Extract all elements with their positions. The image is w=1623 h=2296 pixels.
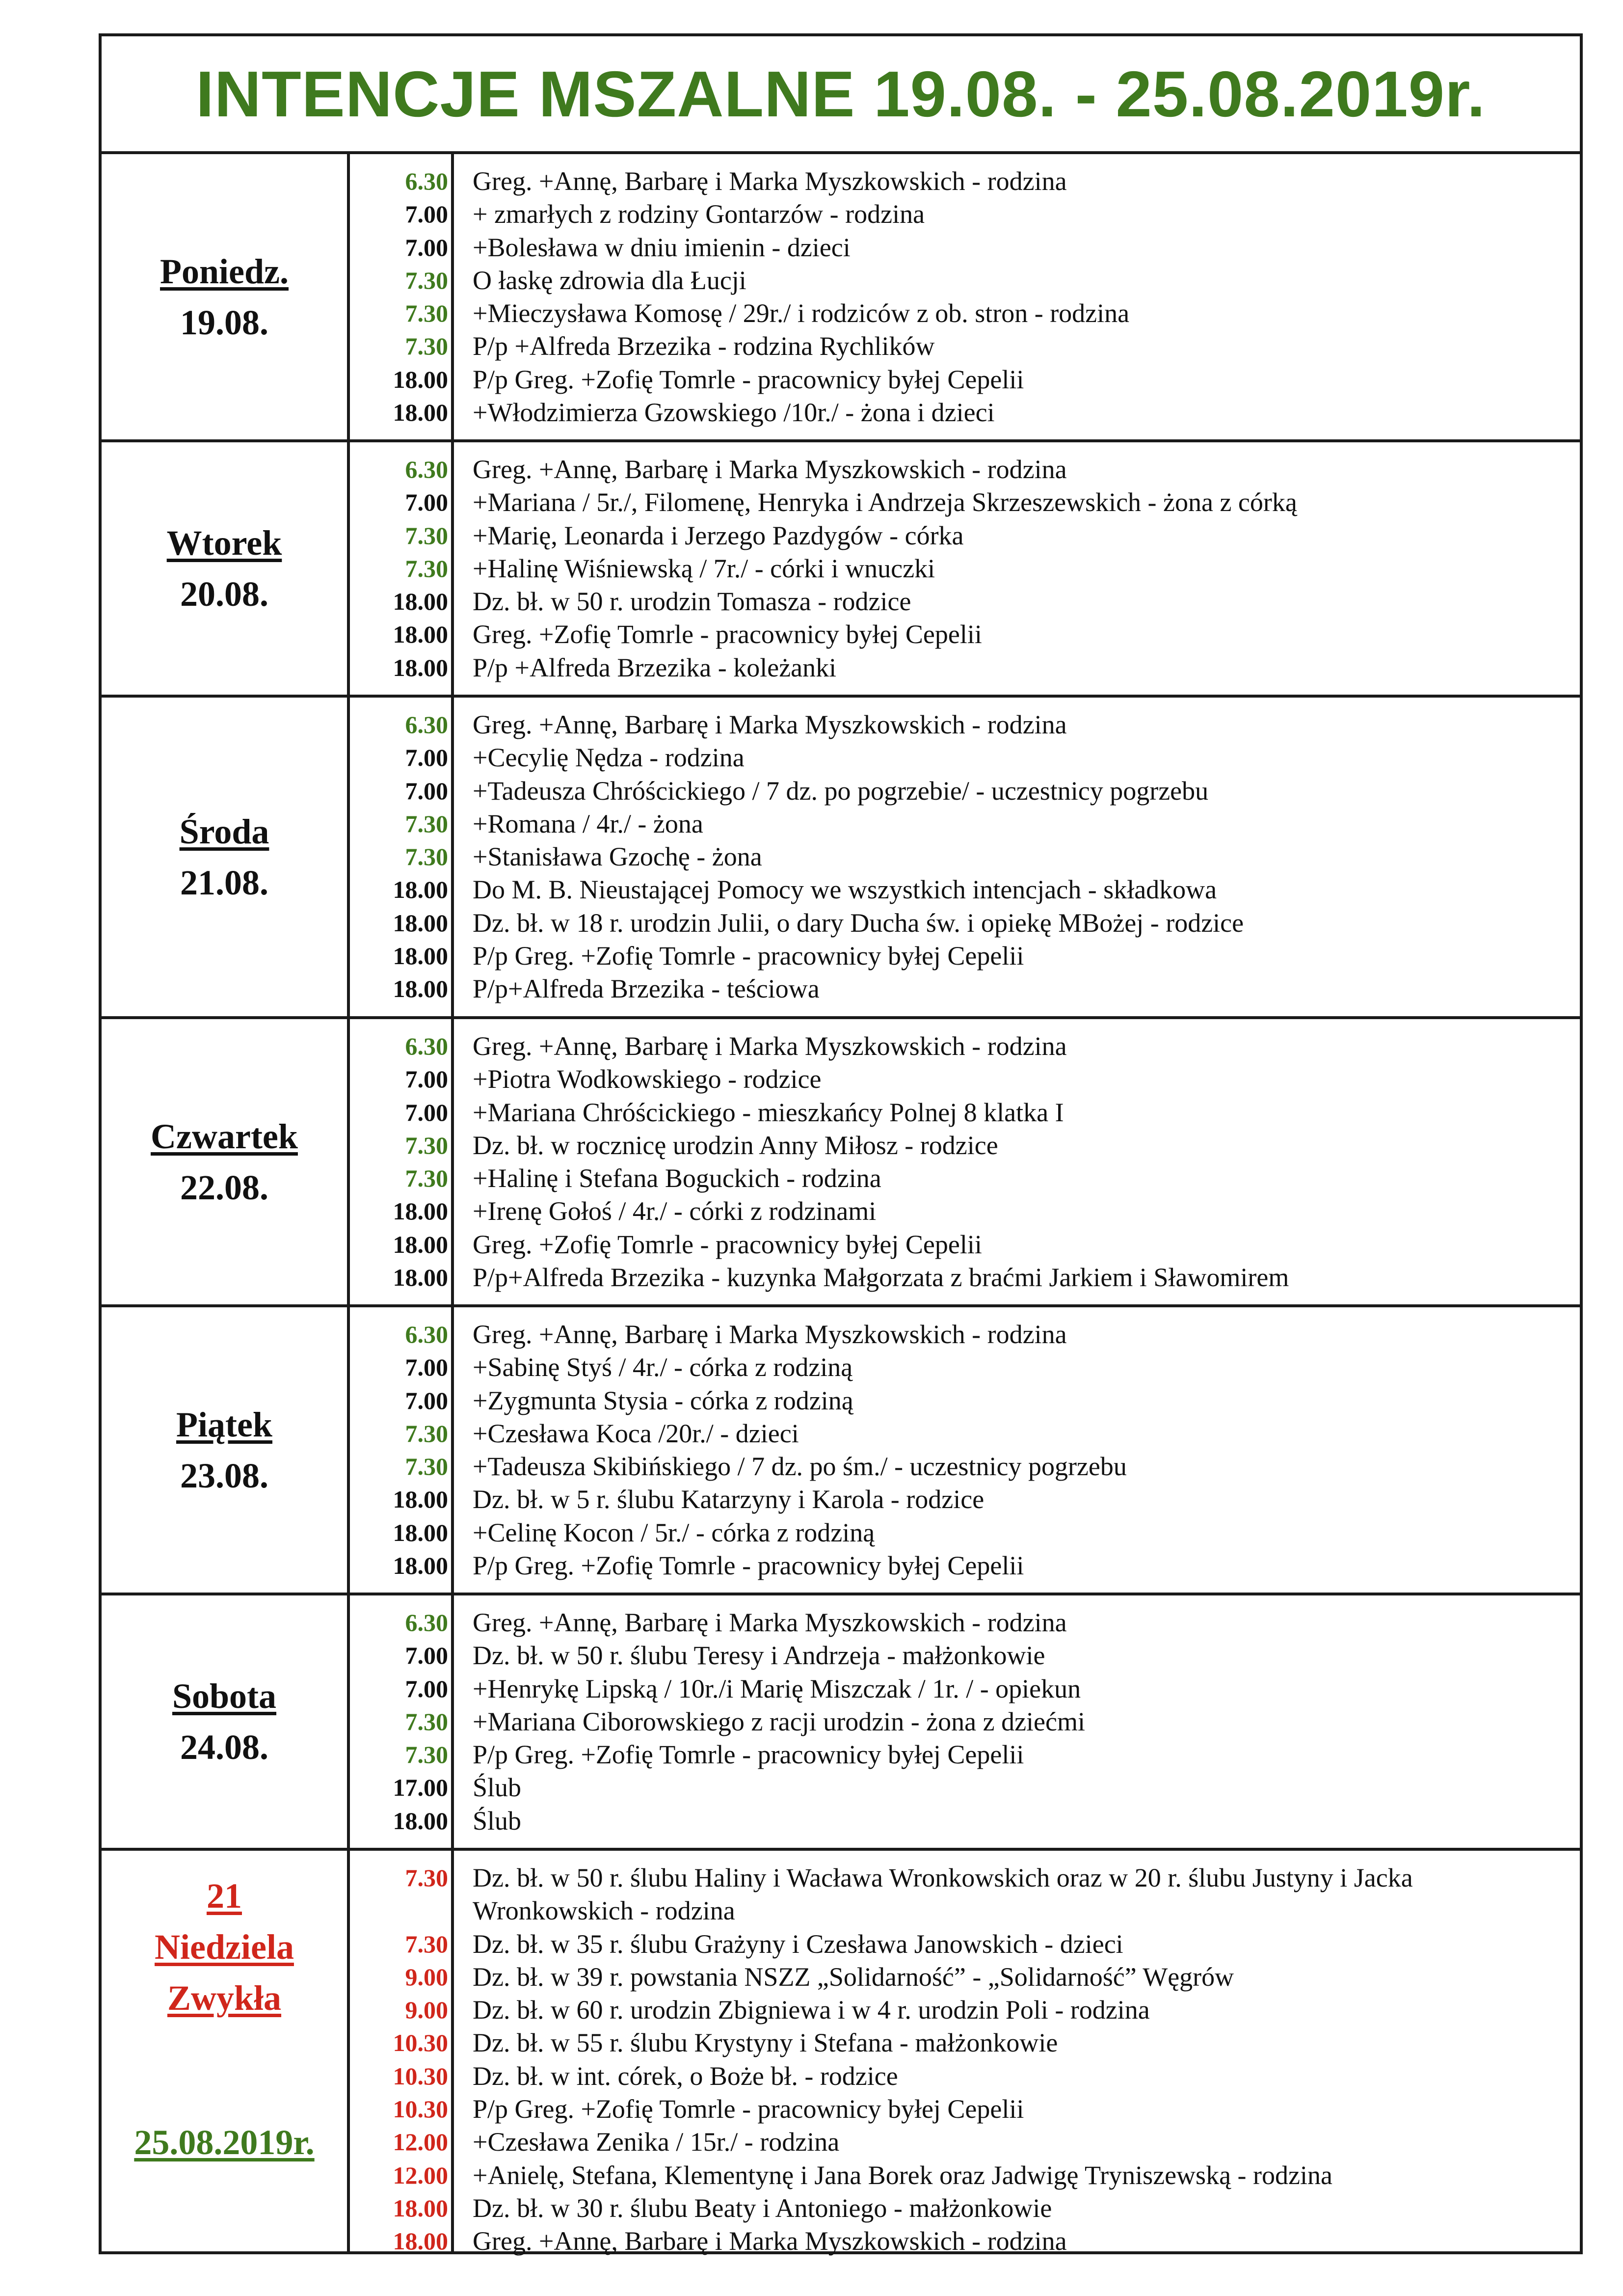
- mass-time: 7.30: [405, 1419, 448, 1447]
- day-label: [102, 1595, 347, 1848]
- mass-time: 7.30: [405, 1453, 448, 1481]
- time-column: [350, 453, 451, 684]
- mass-intention: Dz. bł. w 30 r. ślubu Beaty i Antoniego - małżonkowie: [473, 2193, 1052, 2223]
- sunday-label: [102, 1851, 347, 2254]
- intention-column: [473, 1318, 1570, 1582]
- mass-time: 9.00: [405, 1996, 448, 2024]
- mass-intention: Dz. bł. w 50 r. urodzin Tomasza - rodzice: [473, 587, 911, 617]
- sunday-date: 25.08.2019r.: [134, 2123, 315, 2162]
- mass-time: 7.00: [405, 488, 448, 516]
- mass-intention: +Irenę Gołoś / 4r./ - córki z rodzinami: [473, 1196, 877, 1226]
- mass-time: 10.30: [393, 2062, 448, 2090]
- time-column: [350, 165, 451, 429]
- mass-intention: P/p Greg. +Zofię Tomrle - pracownicy byłej Cepelii: [473, 1551, 1024, 1581]
- mass-intention: +Cecylię Nędza - rodzina: [473, 743, 745, 773]
- mass-intention: +Anielę, Stefana, Klementynę i Jana Borek oraz Jadwigę Tryniszewską - rodzina: [473, 2160, 1332, 2190]
- mass-intention: Dz. bł. w 55 r. ślubu Krystyny i Stefana - małżonkowie: [473, 2028, 1058, 2058]
- day-name: Środa: [179, 811, 269, 851]
- day-name: Wtorek: [166, 523, 282, 563]
- day-date: 22.08.: [180, 1167, 268, 1207]
- mass-time: 17.00: [393, 1774, 448, 1802]
- mass-time: 10.30: [393, 2095, 448, 2123]
- mass-intention: +Tadeusza Chróścickiego / 7 dz. po pogrzebie/ - uczestnicy pogrzebu: [473, 776, 1209, 806]
- mass-intention: +Włodzimierza Gzowskiego /10r./ - żona i dzieci: [473, 398, 995, 428]
- mass-time: 7.00: [405, 1098, 448, 1126]
- mass-time: 10.30: [393, 2029, 448, 2057]
- mass-time: 18.00: [393, 1197, 448, 1225]
- mass-intention: Dz. bł. w 5 r. ślubu Katarzyny i Karola - rodzice: [473, 1485, 984, 1514]
- mass-time: 18.00: [393, 1807, 448, 1835]
- mass-time: 7.30: [405, 266, 448, 294]
- mass-intention: Dz. bł. w 18 r. urodzin Julii, o dary Ducha św. i opiekę MBożej - rodzice: [473, 908, 1244, 938]
- time-column: [350, 1030, 451, 1294]
- mass-time: 18.00: [393, 942, 448, 970]
- mass-intention: +Celinę Kocon / 5r./ - córka z rodziną: [473, 1517, 875, 1547]
- mass-intention: +Henrykę Lipską / 10r./i Marię Miszczak / 1r. / - opiekun: [473, 1674, 1081, 1703]
- mass-intention: + zmarłych z rodziny Gontarzów - rodzina: [473, 199, 925, 229]
- mass-intention: +Stanisława Gzochę - żona: [473, 842, 762, 872]
- day-label: [102, 442, 347, 695]
- mass-time: 7.30: [405, 299, 448, 327]
- mass-time: 7.30: [405, 1741, 448, 1769]
- day-label: [102, 1019, 347, 1304]
- mass-time: 12.00: [393, 2161, 448, 2189]
- mass-intention: +Halinę i Stefana Boguckich - rodzina: [473, 1163, 881, 1193]
- mass-intention: Dz. bł. w int. córek, o Boże bł. - rodzice: [473, 2061, 898, 2091]
- mass-intention: P/p Greg. +Zofię Tomrle - pracownicy byłej Cepelii: [473, 1740, 1024, 1770]
- mass-intention: P/p Greg. +Zofię Tomrle - pracownicy byłej Cepelii: [473, 941, 1024, 971]
- sunday-name-line1: Niedziela: [155, 1927, 294, 1967]
- mass-time: 7.00: [405, 1386, 448, 1414]
- mass-time: 18.00: [393, 1552, 448, 1580]
- mass-intention: Dz. bł. w 50 r. ślubu Teresy i Andrzeja - małżonkowie: [473, 1641, 1045, 1671]
- mass-time: 7.00: [405, 1675, 448, 1702]
- day-row: [102, 154, 1580, 442]
- mass-intention: P/p+Alfreda Brzezika - kuzynka Małgorzata z braćmi Jarkiem i Sławomirem: [473, 1263, 1289, 1293]
- sunday-row: [102, 1851, 1580, 2254]
- day-date: 24.08.: [180, 1728, 268, 1767]
- mass-time: 9.00: [405, 1963, 448, 1991]
- mass-intention: +Mieczysława Komosę / 29r./ i rodziców z ob. stron - rodzina: [473, 298, 1130, 328]
- mass-time: 7.00: [405, 1642, 448, 1670]
- mass-time: 7.30: [405, 843, 448, 871]
- mass-time: 18.00: [393, 399, 448, 427]
- mass-time: 7.00: [405, 1353, 448, 1381]
- mass-intention: Greg. +Annę, Barbarę i Marka Myszkowskich - rodzina: [473, 166, 1067, 196]
- intention-column: [473, 708, 1570, 1006]
- mass-intention: Dz. bł. w 39 r. powstania NSZZ „Solidarność” - „Solidarność” Węgrów: [473, 1962, 1234, 1992]
- mass-time: 7.00: [405, 200, 448, 228]
- day-date: 19.08.: [180, 302, 268, 342]
- mass-intention: P/p +Alfreda Brzezika - koleżanki: [473, 652, 837, 682]
- day-row: [102, 1595, 1580, 1851]
- mass-time: 7.30: [405, 1707, 448, 1735]
- mass-intention: P/p +Alfreda Brzezika - rodzina Rychlików: [473, 331, 935, 361]
- mass-time: 18.00: [393, 653, 448, 681]
- day-name: Czwartek: [151, 1116, 298, 1156]
- mass-time: 18.00: [393, 1230, 448, 1258]
- schedule-sheet: [99, 33, 1583, 2254]
- mass-intention: Greg. +Annę, Barbarę i Marka Myszkowskich - rodzina: [473, 1031, 1067, 1061]
- mass-time: 18.00: [393, 1518, 448, 1546]
- mass-intention: +Tadeusza Skibińskiego / 7 dz. po śm./ - uczestnicy pogrzebu: [473, 1452, 1127, 1482]
- mass-intention: P/p Greg. +Zofię Tomrle - pracownicy byłej Cepelii: [473, 2094, 1024, 2124]
- mass-intention: +Marię, Leonarda i Jerzego Pazdygów - córka: [473, 520, 964, 550]
- day-name: Sobota: [172, 1676, 277, 1716]
- mass-time: 7.30: [405, 521, 448, 549]
- mass-intention: P/p Greg. +Zofię Tomrle - pracownicy byłej Cepelii: [473, 364, 1024, 394]
- sunday-name-line2: Zwykła: [167, 1978, 282, 2018]
- intention-column: [473, 165, 1570, 429]
- mass-intention: +Sabinę Styś / 4r./ - córka z rodziną: [473, 1352, 853, 1382]
- day-row: [102, 698, 1580, 1019]
- day-date: 23.08.: [180, 1456, 268, 1495]
- mass-time: 18.00: [393, 876, 448, 904]
- mass-intention: Dz. bł. w 50 r. ślubu Haliny i Wacława Wronkowskich oraz w 20 r. ślubu Justyny i Jacka Wronkowskich - rodzina: [473, 1863, 1413, 1926]
- mass-time: 7.00: [405, 744, 448, 772]
- mass-intention: +Bolesława w dniu imienin - dzieci: [473, 232, 851, 262]
- mass-time: 7.00: [405, 777, 448, 805]
- mass-intention: +Mariana Chróścickiego - mieszkańcy Polnej 8 klatka I: [473, 1097, 1064, 1127]
- intention-column: [473, 1030, 1570, 1294]
- time-column: [350, 708, 451, 1006]
- mass-time: 7.30: [405, 810, 448, 837]
- day-row: [102, 1307, 1580, 1595]
- mass-intention: Dz. bł. w 35 r. ślubu Grażyny i Czesława Janowskich - dzieci: [473, 1929, 1123, 1959]
- mass-intention: O łaskę zdrowia dla Łucji: [473, 265, 746, 295]
- intention-column: [473, 453, 1570, 684]
- mass-intention: +Piotra Wodkowskiego - rodzice: [473, 1064, 822, 1094]
- page-title: INTENCJE MSZALNE 19.08. - 25.08.2019r.: [102, 36, 1580, 154]
- mass-time: 18.00: [393, 588, 448, 616]
- day-date: 20.08.: [180, 574, 268, 614]
- day-label: [102, 1307, 347, 1593]
- mass-time: 7.30: [405, 1131, 448, 1159]
- mass-time: 7.30: [405, 332, 448, 360]
- mass-time: 6.30: [405, 1321, 448, 1348]
- mass-time: 6.30: [405, 456, 448, 483]
- day-date: 21.08.: [180, 863, 268, 902]
- mass-time: 7.30: [405, 1164, 448, 1192]
- day-row: [102, 442, 1580, 698]
- mass-time: 7.30: [405, 554, 448, 582]
- time-column: [350, 1862, 451, 2258]
- mass-intention: Greg. +Zofię Tomrle - pracownicy byłej Cepelii: [473, 620, 982, 649]
- mass-time: 18.00: [393, 621, 448, 648]
- day-name: Poniedz.: [160, 251, 289, 291]
- mass-intention: Greg. +Annę, Barbarę i Marka Myszkowskich - rodzina: [473, 710, 1067, 739]
- mass-time: 18.00: [393, 909, 448, 937]
- sunday-number: 21: [207, 1876, 242, 1916]
- day-row: [102, 1019, 1580, 1307]
- mass-intention: Do M. B. Nieustającej Pomocy we wszystkich intencjach - składkowa: [473, 875, 1217, 905]
- time-column: [350, 1606, 451, 1837]
- intention-column: [473, 1862, 1570, 2258]
- mass-intention: Greg. +Annę, Barbarę i Marka Myszkowskich - rodzina: [473, 455, 1067, 484]
- mass-time: 7.00: [405, 1065, 448, 1093]
- mass-intention: +Halinę Wiśniewską / 7r./ - córki i wnuczki: [473, 553, 935, 583]
- mass-intention: Greg. +Zofię Tomrle - pracownicy byłej Cepelii: [473, 1229, 982, 1259]
- mass-intention: Ślub: [473, 1806, 522, 1836]
- time-column: [350, 1318, 451, 1582]
- mass-intention: Dz. bł. w 60 r. urodzin Zbigniewa i w 4 r. urodzin Poli - rodzina: [473, 1995, 1150, 2025]
- mass-intention: +Czesława Koca /20r./ - dzieci: [473, 1418, 799, 1448]
- mass-time: 18.00: [393, 365, 448, 393]
- mass-intention: P/p+Alfreda Brzezika - teściowa: [473, 974, 820, 1004]
- mass-intention: Greg. +Annę, Barbarę i Marka Myszkowskich - rodzina: [473, 2226, 1067, 2256]
- mass-time: 18.00: [393, 2194, 448, 2222]
- mass-time: 18.00: [393, 1264, 448, 1292]
- mass-intention: +Mariana Ciborowskiego z racji urodzin - żona z dziećmi: [473, 1706, 1085, 1736]
- day-label: [102, 698, 347, 1016]
- mass-intention: Dz. bł. w rocznicę urodzin Anny Miłosz - rodzice: [473, 1130, 998, 1160]
- mass-time: 6.30: [405, 1609, 448, 1636]
- day-name: Piątek: [176, 1405, 272, 1444]
- mass-intention: +Zygmunta Stysia - córka z rodziną: [473, 1385, 853, 1415]
- mass-time: 7.00: [405, 233, 448, 261]
- mass-intention: +Romana / 4r./ - żona: [473, 809, 703, 838]
- mass-intention: +Mariana / 5r./, Filomenę, Henryka i Andrzeja Skrzeszewskich - żona z córką: [473, 487, 1297, 517]
- mass-time: 7.30: [405, 1930, 448, 1958]
- mass-time: 6.30: [405, 1032, 448, 1060]
- mass-time: 6.30: [405, 167, 448, 195]
- mass-time: 7.30: [405, 1864, 448, 1891]
- mass-intention: Greg. +Annę, Barbarę i Marka Myszkowskich - rodzina: [473, 1608, 1067, 1637]
- mass-intention: +Czesława Zenika / 15r./ - rodzina: [473, 2127, 840, 2157]
- mass-time: 6.30: [405, 711, 448, 738]
- mass-time: 18.00: [393, 975, 448, 1003]
- mass-intention: Ślub: [473, 1773, 522, 1803]
- day-label: [102, 154, 347, 439]
- intention-column: [473, 1606, 1570, 1837]
- mass-time: 18.00: [393, 2227, 448, 2255]
- mass-time: 18.00: [393, 1486, 448, 1513]
- mass-intention: Greg. +Annę, Barbarę i Marka Myszkowskich - rodzina: [473, 1320, 1067, 1349]
- mass-time: 12.00: [393, 2128, 448, 2156]
